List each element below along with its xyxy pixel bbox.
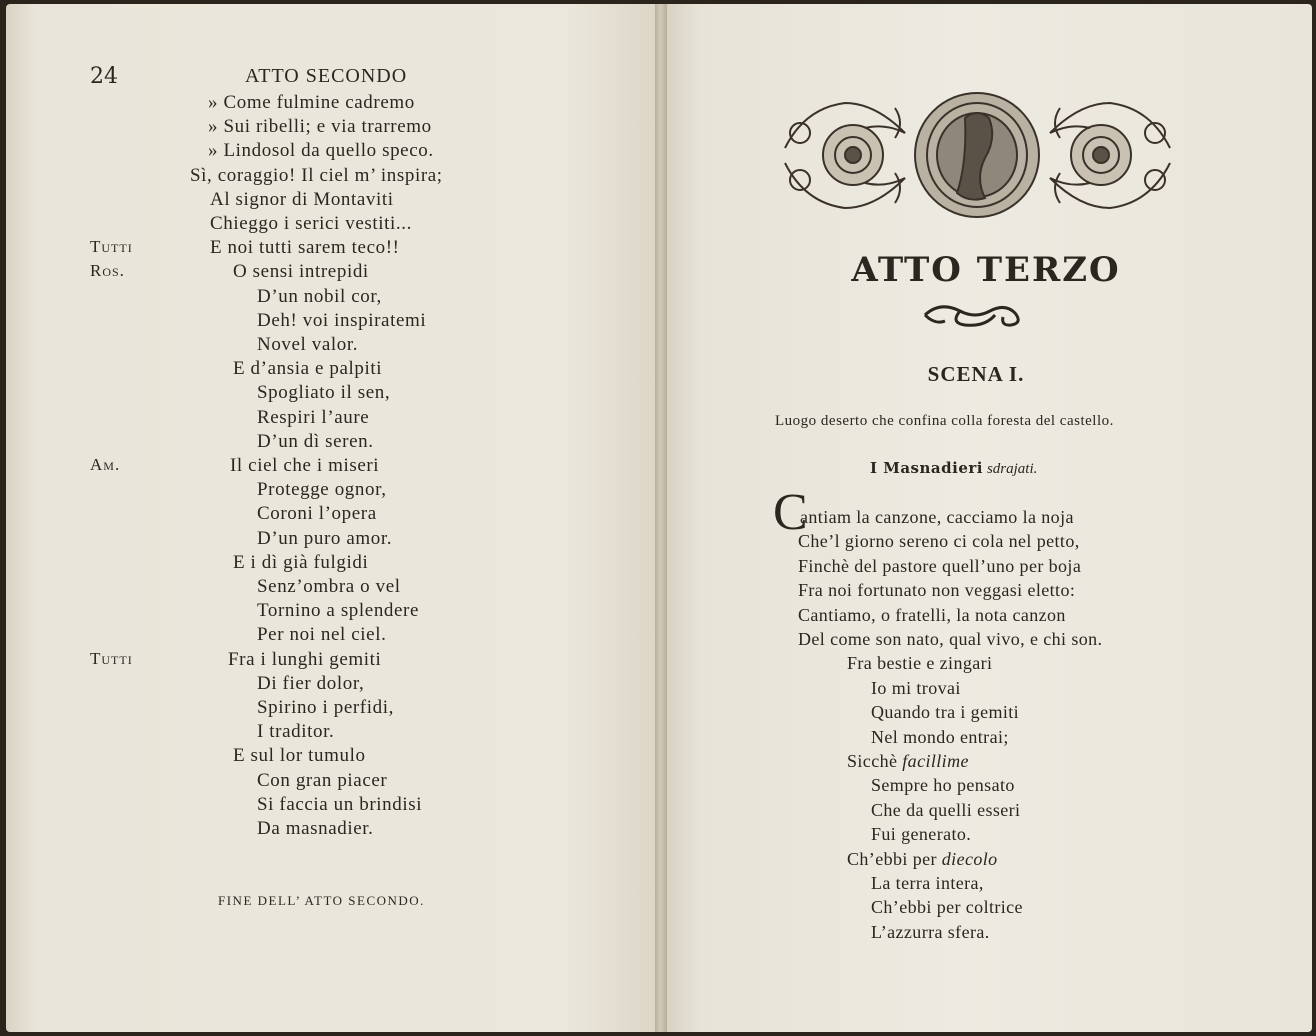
- scene-setting: Luogo deserto che confina colla foresta del castello.: [775, 413, 1114, 429]
- verse-line: Nel mondo entrai;: [871, 726, 1009, 747]
- verse-line: Per noi nel ciel.: [257, 624, 387, 646]
- verse-line: Fui generato.: [871, 824, 972, 845]
- flourish-ornament: [920, 300, 1035, 330]
- drop-cap: C: [773, 484, 808, 541]
- verse-line: I traditor.: [257, 721, 335, 743]
- verse-line: Il ciel che i miseri: [230, 455, 380, 476]
- verse-line: Quando tra i gemiti: [871, 702, 1020, 723]
- verse-line: Deh! voi inspiratemi: [257, 309, 427, 331]
- verse-line: Finchè del pastore quell’uno per boja: [798, 555, 1082, 576]
- running-head: ATTO SECONDO: [245, 65, 408, 87]
- verse-line: Spogliato il sen,: [257, 382, 391, 404]
- verse-line: Si faccia un brindisi: [257, 793, 423, 815]
- stage-direction: sdrajati.: [986, 461, 1038, 477]
- speaker-label: Am.: [90, 455, 121, 474]
- verse-line: Io mi trovai: [871, 677, 961, 698]
- verse-line: Ch’ebbi per coltrice: [871, 897, 1023, 918]
- speaker-label: Ros.: [90, 261, 125, 281]
- verse-line: E sul lor tumulo: [233, 745, 366, 767]
- verse-line: Di fier dolor,: [257, 672, 365, 694]
- verse-line: Protegge ognor,: [257, 479, 387, 501]
- verse-line: Sempre ho pensato: [871, 775, 1015, 796]
- verse-line: Cantiamo, o fratelli, la nota canzon: [798, 604, 1066, 625]
- verse-line: Novel valor.: [257, 334, 359, 355]
- verse-line: Sì, coraggio! Il ciel m’ inspira;: [190, 164, 443, 186]
- verse-line: Che’l giorno sereno ci cola nel petto,: [798, 531, 1080, 552]
- verse-line: E i dì già fulgidi: [233, 551, 369, 573]
- verse-line: antiam la canzone, cacciamo la noja: [800, 507, 1074, 527]
- speaker-label: Tutti: [90, 237, 133, 257]
- verse-line: Sicchè facillime: [847, 751, 969, 771]
- verse-line: » Sui ribelli; e via trarremo: [208, 116, 432, 138]
- verse-line: » Come fulmine cadremo: [208, 92, 415, 113]
- verse-line: » Lindosol da quello speco.: [208, 140, 434, 162]
- verse-line: Coroni l’opera: [257, 503, 377, 525]
- verse-line: O sensi intrepidi: [233, 261, 369, 283]
- verse-line: D’un nobil cor,: [257, 285, 382, 307]
- verse-line: Fra i lunghi gemiti: [228, 648, 382, 670]
- verse-line: Che da quelli esseri: [871, 799, 1021, 820]
- verse-line: Senz’ombra o vel: [257, 576, 401, 597]
- characters-name: I Masnadieri: [870, 459, 983, 477]
- verse-line: La terra intera,: [871, 873, 984, 893]
- verse-line: Chieggo i serici vestiti...: [210, 213, 412, 234]
- verse-line: Al signor di Montaviti: [210, 188, 394, 210]
- verse-line: Spirino i perfidi,: [257, 697, 394, 718]
- scene-title: SCENA I.: [927, 362, 1025, 386]
- verse-line: D’un dì seren.: [257, 430, 374, 452]
- verse-line: Respiri l’aure: [257, 406, 370, 428]
- verse-line: L’azzurra sfera.: [871, 921, 990, 942]
- verse-line: Del come son nato, qual vivo, e chi son.: [798, 629, 1103, 649]
- act-title: ATTO TERZO: [851, 250, 1121, 290]
- verse-line: Da masnadier.: [257, 818, 374, 839]
- verse-line: E d’ansia e palpiti: [233, 358, 383, 380]
- stage-characters: [870, 459, 1037, 478]
- speaker-label: Tutti: [90, 648, 133, 668]
- verse-line: Ch’ebbi per diecolo: [847, 848, 998, 869]
- verse-line: Fra bestie e zingari: [847, 653, 993, 674]
- verse-line: Con gran piacer: [257, 769, 388, 791]
- end-of-act-note: FINE DELL’ ATTO SECONDO.: [218, 893, 425, 908]
- verse-line: D’un puro amor.: [257, 527, 393, 549]
- page-number: 24: [90, 64, 118, 89]
- verse-line: Fra noi fortunato non veggasi eletto:: [798, 580, 1076, 601]
- verse-line: E noi tutti sarem teco!!: [210, 237, 400, 259]
- verse-line: Tornino a splendere: [257, 600, 420, 622]
- ornament-headpiece: [775, 88, 1180, 223]
- book-gutter: [655, 4, 667, 1032]
